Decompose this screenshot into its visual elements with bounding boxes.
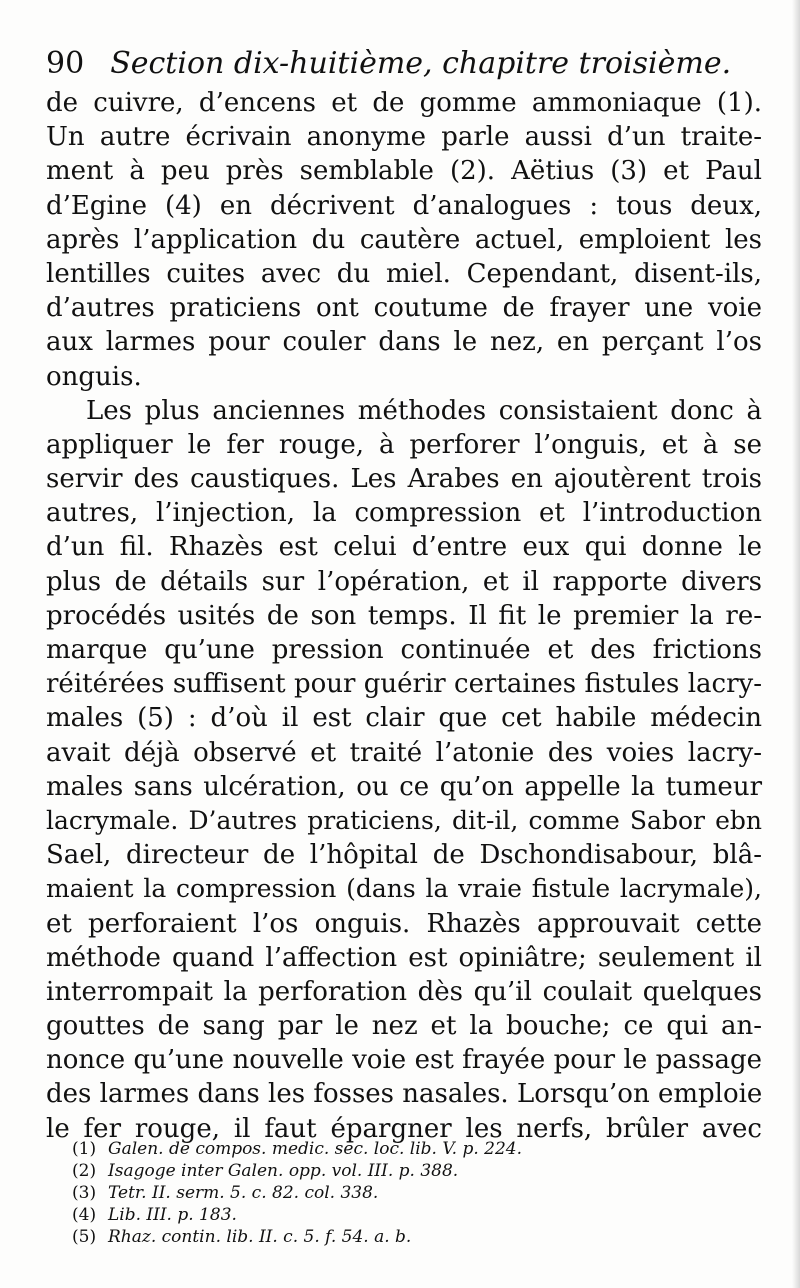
text-line: appliquer le fer rouge, à perforer l’onguis, et à se: [46, 429, 762, 460]
text-line: le fer rouge, il faut épargner les nerfs, brûler avec: [46, 1113, 762, 1144]
text-line: marque qu’une pression continuée et des frictions: [46, 635, 762, 665]
text-line: d’Egine (4) en décrivent d’analogues : tous deux,: [46, 190, 762, 221]
footnote-number: (4): [72, 1205, 97, 1225]
running-title: Section dix-huitième, chapitre troisième.: [110, 46, 732, 81]
text-line: onguis.: [46, 361, 142, 392]
text-line: de cuivre, d’encens et de gomme ammoniaque (1).: [46, 88, 762, 118]
footnote-number: (2): [72, 1161, 97, 1181]
text-line: après l’application du cautère actuel, emploient les: [46, 224, 762, 255]
text-line: méthode quand l’affection est opiniâtre; seulement il: [46, 942, 762, 973]
footnote-text: Lib. III. p. 183.: [108, 1205, 237, 1225]
footnote-text: Tetr. II. serm. 5. c. 82. col. 338.: [108, 1183, 379, 1203]
text-line: aux larmes pour couler dans le nez, en perçant l’os: [46, 327, 762, 358]
text-line: Un autre écrivain anonyme parle aussi d’un traite-: [46, 122, 762, 153]
text-line: interrompait la perforation dès qu’il coulait quelques: [46, 976, 762, 1007]
running-header: [46, 44, 766, 84]
text-line: d’un fil. Rhazès est celui d’entre eux qui donne le: [46, 532, 762, 563]
footnote-text: Isagoge inter Galen. opp. vol. III. p. 388.: [108, 1161, 459, 1181]
text-line: servir des caustiques. Les Arabes en ajoutèrent trois: [46, 464, 762, 495]
footnote: [72, 1160, 672, 1182]
text-line: autres, l’injection, la compression et l’introduction: [46, 498, 762, 529]
page-number: 90: [46, 46, 85, 81]
footnote-number: (3): [72, 1183, 97, 1203]
text-line: d’autres praticiens ont coutume de frayer une voie: [46, 293, 762, 324]
text-line: gouttes de sang par le nez et la bouche; ce qui an-: [46, 1011, 762, 1042]
footnote: [72, 1182, 672, 1204]
footnote-text: Galen. de compos. medic. sec. loc. lib. V. p. 224.: [108, 1139, 523, 1159]
body-text: [46, 86, 762, 1146]
text-line: Sael, directeur de l’hôpital de Dschondisabour, blâ-: [46, 840, 762, 871]
text-line: nonce qu’une nouvelle voie est frayée pour le passage: [46, 1045, 762, 1076]
page-edge-shadow: [792, 0, 800, 1288]
footnote-text: Rhaz. contin. lib. II. c. 5. f. 54. a. b.: [108, 1227, 412, 1247]
footnote-number: (5): [72, 1227, 97, 1247]
text-line: maient la compression (dans la vraie fistule lacrymale),: [46, 874, 762, 904]
footnote: [72, 1138, 672, 1160]
text-line: plus de détails sur l’opération, et il rapporte divers: [46, 566, 762, 597]
text-line: réitérées suffisent pour guérir certaines fistules lacry-: [46, 669, 762, 700]
footnote: [72, 1226, 672, 1248]
text-line: des larmes dans les fosses nasales. Lorsqu’on emploie: [46, 1079, 763, 1110]
text-line: males (5) : d’où il est clair que cet habile médecin: [46, 703, 762, 734]
text-line: lacrymale. D’autres praticiens, dit-il, comme Sabor ebn: [46, 805, 762, 835]
footnote: [72, 1204, 672, 1226]
footnote-number: (1): [72, 1139, 97, 1159]
paragraph-start-line: Les plus anciennes méthodes consistaient donc à: [86, 395, 762, 426]
text-line: ment à peu près semblable (2). Aëtius (3) et Paul: [46, 156, 762, 187]
text-line: procédés usités de son temps. Il fit le premier la re-: [46, 600, 762, 631]
text-line: et perforaient l’os onguis. Rhazès approuvait cette: [46, 908, 762, 939]
footnotes: [72, 1138, 672, 1248]
text-line: avait déjà observé et traité l’atonie des voies lacry-: [46, 737, 762, 768]
text-line: lentilles cuites avec du miel. Cependant, disent-ils,: [46, 258, 762, 289]
text-line: males sans ulcération, ou ce qu’on appelle la tumeur: [46, 771, 762, 802]
